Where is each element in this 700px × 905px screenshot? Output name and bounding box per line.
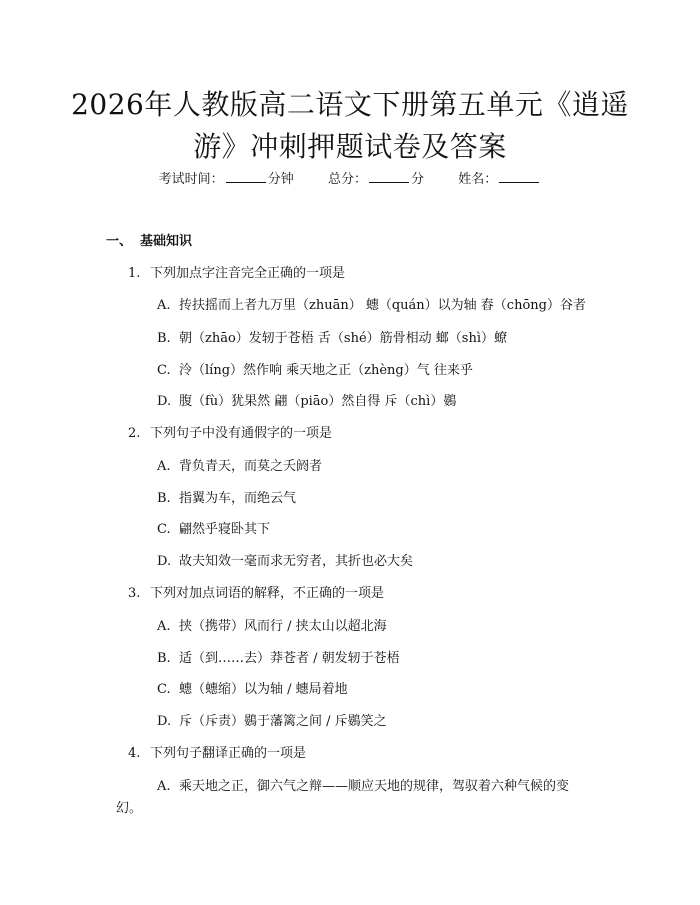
q3-option-c bbox=[157, 678, 348, 697]
option-text: 朝（zhāo）发轫于苍梧 舌（shé）筋骨相动 螂（shì）蟟 bbox=[179, 331, 508, 346]
score-blank bbox=[369, 172, 409, 183]
section-heading bbox=[106, 230, 192, 249]
q1-option-a bbox=[157, 294, 586, 313]
option-text: 泠（líng）然作响 乘天地之正（zhèng）气 往来乎 bbox=[179, 363, 473, 378]
question-text: 下列对加点词语的解释，不正确的一项是 bbox=[150, 586, 385, 601]
option-text: 翩然乎寝卧其下 bbox=[179, 522, 271, 537]
option-text: 蟪（蟪缩）以为轴 / 蟪局着地 bbox=[179, 682, 348, 697]
option-text: 抟扶摇而上者九万里（zhuān） 蟪（quán）以为轴 舂（chōng）谷者 bbox=[179, 298, 586, 313]
section-number: 一、 bbox=[106, 234, 133, 249]
q2-option-b bbox=[157, 487, 296, 506]
q1-option-b bbox=[157, 327, 507, 346]
option-letter: C. bbox=[157, 522, 171, 537]
option-letter: A. bbox=[157, 298, 171, 313]
option-letter: C. bbox=[157, 682, 171, 697]
time-unit: 分钟 bbox=[267, 172, 294, 187]
q3-option-d bbox=[157, 710, 387, 729]
q1-option-c bbox=[157, 359, 473, 378]
question-number: 1. bbox=[128, 266, 141, 281]
option-letter: A. bbox=[157, 619, 171, 634]
option-letter: C. bbox=[157, 363, 171, 378]
section-title: 基础知识 bbox=[140, 234, 193, 249]
option-text: 斥（斥责）鷃于藩篱之间 / 斥鷃笑之 bbox=[179, 714, 387, 729]
q2-option-d bbox=[157, 550, 413, 569]
page-title: 2026年人教版高二语文下册第五单元《逍遥游》冲刺押题试卷及答案 bbox=[71, 88, 629, 163]
option-letter: B. bbox=[157, 331, 171, 346]
option-text: 乘天地之正，御六气之辩——顺应天地的规律，驾驭着六种气候的变 bbox=[179, 779, 570, 794]
q3-option-b bbox=[157, 647, 400, 666]
time-blank bbox=[226, 172, 266, 183]
option-letter: D. bbox=[157, 554, 172, 569]
option-letter: D. bbox=[157, 714, 172, 729]
option-text: 背负青天，而莫之夭阏者 bbox=[179, 459, 323, 474]
option-letter: A. bbox=[157, 459, 171, 474]
question-3 bbox=[128, 582, 384, 601]
option-letter: A. bbox=[157, 779, 171, 794]
question-text: 下列句子中没有通假字的一项是 bbox=[150, 426, 333, 441]
question-4 bbox=[128, 742, 306, 761]
time-label: 考试时间： bbox=[158, 172, 224, 187]
name-blank bbox=[499, 172, 539, 183]
name-label: 姓名： bbox=[458, 172, 498, 187]
q4-option-a-continuation: 幻。 bbox=[116, 801, 143, 816]
question-1 bbox=[128, 262, 345, 281]
option-text: 故夫知效一毫而求无穷者，其折也必大矣 bbox=[179, 554, 414, 569]
option-text: 腹（fù）犹果然 翩（piāo）然自得 斥（chì）鷃 bbox=[179, 394, 457, 409]
question-number: 4. bbox=[128, 746, 141, 761]
q2-option-c bbox=[157, 518, 270, 537]
option-letter: B. bbox=[157, 491, 171, 506]
question-text: 下列句子翻译正确的一项是 bbox=[150, 746, 307, 761]
option-text: 适（到……去）莽苍者 / 朝发轫于苍梧 bbox=[179, 651, 400, 666]
option-letter: D. bbox=[157, 394, 172, 409]
question-text: 下列加点字注音完全正确的一项是 bbox=[150, 266, 346, 281]
question-number: 2. bbox=[128, 426, 141, 441]
option-text: 指翼为车，而绝云气 bbox=[179, 491, 297, 506]
question-2 bbox=[128, 422, 332, 441]
question-number: 3. bbox=[128, 586, 141, 601]
q1-option-d bbox=[157, 390, 456, 409]
option-text: 挟（携带）风而行 / 挟太山以超北海 bbox=[179, 619, 387, 634]
q2-option-a bbox=[157, 455, 322, 474]
score-label: 总分： bbox=[327, 172, 367, 187]
option-letter: B. bbox=[157, 651, 171, 666]
q4-option-a bbox=[157, 775, 569, 794]
q3-option-a bbox=[157, 615, 387, 634]
score-unit: 分 bbox=[411, 172, 425, 187]
exam-meta bbox=[0, 168, 700, 187]
